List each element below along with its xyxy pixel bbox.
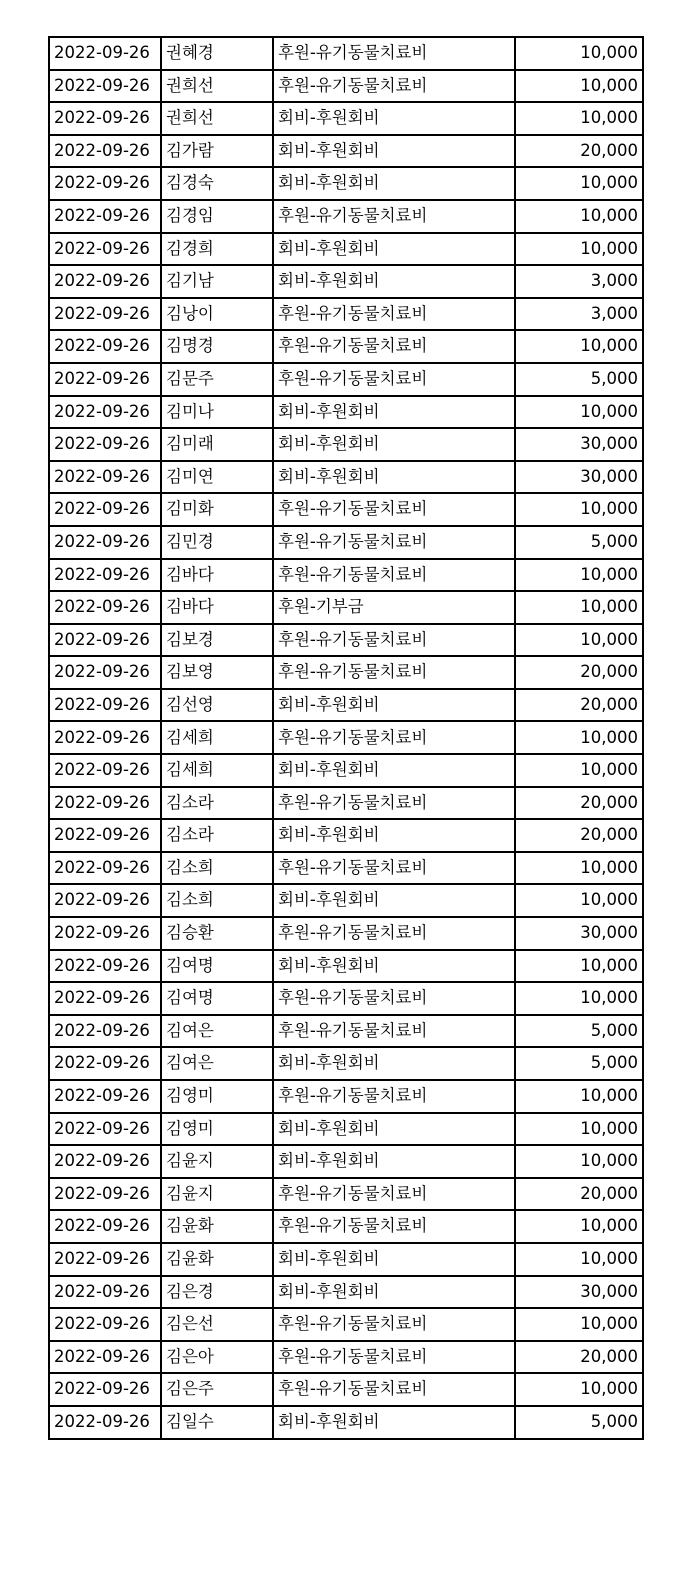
- name-cell: 김기남: [161, 265, 273, 298]
- category-cell: 후원-유기동물치료비: [273, 787, 515, 820]
- name-cell: 김은경: [161, 1276, 273, 1309]
- ledger-body: [49, 37, 643, 1439]
- amount-cell: 5,000: [515, 1015, 643, 1048]
- date-cell: 2022-09-26: [49, 689, 161, 722]
- category-cell: 회비-후원회비: [273, 1145, 515, 1178]
- name-cell: 김바다: [161, 559, 273, 592]
- table-row: [49, 396, 643, 429]
- name-cell: 권혜경: [161, 37, 273, 70]
- category-cell: 후원-유기동물치료비: [273, 330, 515, 363]
- table-row: [49, 754, 643, 787]
- date-cell: 2022-09-26: [49, 1243, 161, 1276]
- table-row: [49, 1243, 643, 1276]
- name-cell: 김여은: [161, 1015, 273, 1048]
- amount-cell: 10,000: [515, 950, 643, 983]
- table-row: [49, 493, 643, 526]
- date-cell: 2022-09-26: [49, 233, 161, 266]
- amount-cell: 10,000: [515, 754, 643, 787]
- amount-cell: 10,000: [515, 982, 643, 1015]
- category-cell: 후원-유기동물치료비: [273, 526, 515, 559]
- table-row: [49, 689, 643, 722]
- name-cell: 권희선: [161, 70, 273, 103]
- name-cell: 김경숙: [161, 167, 273, 200]
- name-cell: 김영미: [161, 1113, 273, 1146]
- amount-cell: 5,000: [515, 526, 643, 559]
- date-cell: 2022-09-26: [49, 70, 161, 103]
- amount-cell: 10,000: [515, 493, 643, 526]
- table-row: [49, 1145, 643, 1178]
- amount-cell: 30,000: [515, 461, 643, 494]
- name-cell: 김승환: [161, 917, 273, 950]
- table-row: [49, 135, 643, 168]
- table-row: [49, 917, 643, 950]
- table-row: [49, 591, 643, 624]
- category-cell: 후원-유기동물치료비: [273, 37, 515, 70]
- amount-cell: 10,000: [515, 1145, 643, 1178]
- category-cell: 후원-유기동물치료비: [273, 656, 515, 689]
- amount-cell: 10,000: [515, 37, 643, 70]
- category-cell: 회비-후원회비: [273, 167, 515, 200]
- name-cell: 김윤지: [161, 1145, 273, 1178]
- table-row: [49, 428, 643, 461]
- amount-cell: 10,000: [515, 1373, 643, 1406]
- category-cell: 회비-후원회비: [273, 233, 515, 266]
- name-cell: 김경임: [161, 200, 273, 233]
- name-cell: 김문주: [161, 363, 273, 396]
- date-cell: 2022-09-26: [49, 167, 161, 200]
- table-row: [49, 1308, 643, 1341]
- name-cell: 김가람: [161, 135, 273, 168]
- amount-cell: 10,000: [515, 1113, 643, 1146]
- date-cell: 2022-09-26: [49, 1080, 161, 1113]
- date-cell: 2022-09-26: [49, 526, 161, 559]
- amount-cell: 30,000: [515, 917, 643, 950]
- date-cell: 2022-09-26: [49, 396, 161, 429]
- date-cell: 2022-09-26: [49, 493, 161, 526]
- date-cell: 2022-09-26: [49, 787, 161, 820]
- amount-cell: 3,000: [515, 298, 643, 331]
- category-cell: 회비-후원회비: [273, 102, 515, 135]
- table-row: [49, 884, 643, 917]
- table-row: [49, 1406, 643, 1439]
- table-row: [49, 982, 643, 1015]
- date-cell: 2022-09-26: [49, 135, 161, 168]
- amount-cell: 10,000: [515, 1080, 643, 1113]
- table-row: [49, 852, 643, 885]
- category-cell: 후원-유기동물치료비: [273, 1015, 515, 1048]
- amount-cell: 30,000: [515, 1276, 643, 1309]
- amount-cell: 5,000: [515, 1406, 643, 1439]
- category-cell: 후원-유기동물치료비: [273, 298, 515, 331]
- date-cell: 2022-09-26: [49, 950, 161, 983]
- name-cell: 김윤화: [161, 1243, 273, 1276]
- amount-cell: 3,000: [515, 265, 643, 298]
- table-row: [49, 624, 643, 657]
- date-cell: 2022-09-26: [49, 1308, 161, 1341]
- amount-cell: 30,000: [515, 428, 643, 461]
- amount-cell: 5,000: [515, 363, 643, 396]
- category-cell: 회비-후원회비: [273, 950, 515, 983]
- date-cell: 2022-09-26: [49, 656, 161, 689]
- category-cell: 회비-후원회비: [273, 396, 515, 429]
- category-cell: 후원-유기동물치료비: [273, 70, 515, 103]
- table-row: [49, 37, 643, 70]
- name-cell: 김경희: [161, 233, 273, 266]
- date-cell: 2022-09-26: [49, 461, 161, 494]
- name-cell: 김윤지: [161, 1178, 273, 1211]
- amount-cell: 20,000: [515, 1341, 643, 1374]
- category-cell: 후원-유기동물치료비: [273, 1373, 515, 1406]
- date-cell: 2022-09-26: [49, 1145, 161, 1178]
- name-cell: 김미화: [161, 493, 273, 526]
- category-cell: 후원-기부금: [273, 591, 515, 624]
- name-cell: 김보경: [161, 624, 273, 657]
- table-row: [49, 167, 643, 200]
- table-row: [49, 298, 643, 331]
- category-cell: 회비-후원회비: [273, 1243, 515, 1276]
- name-cell: 김세희: [161, 754, 273, 787]
- donation-ledger-table: [48, 36, 644, 1440]
- table-row: [49, 1341, 643, 1374]
- amount-cell: 10,000: [515, 330, 643, 363]
- name-cell: 김미나: [161, 396, 273, 429]
- category-cell: 회비-후원회비: [273, 1047, 515, 1080]
- category-cell: 후원-유기동물치료비: [273, 1080, 515, 1113]
- amount-cell: 20,000: [515, 689, 643, 722]
- amount-cell: 20,000: [515, 787, 643, 820]
- date-cell: 2022-09-26: [49, 1406, 161, 1439]
- name-cell: 김윤화: [161, 1210, 273, 1243]
- category-cell: 회비-후원회비: [273, 754, 515, 787]
- date-cell: 2022-09-26: [49, 37, 161, 70]
- category-cell: 후원-유기동물치료비: [273, 852, 515, 885]
- category-cell: 회비-후원회비: [273, 135, 515, 168]
- category-cell: 회비-후원회비: [273, 819, 515, 852]
- date-cell: 2022-09-26: [49, 1341, 161, 1374]
- table-row: [49, 70, 643, 103]
- date-cell: 2022-09-26: [49, 363, 161, 396]
- table-row: [49, 559, 643, 592]
- date-cell: 2022-09-26: [49, 1178, 161, 1211]
- amount-cell: 10,000: [515, 559, 643, 592]
- amount-cell: 10,000: [515, 70, 643, 103]
- amount-cell: 10,000: [515, 102, 643, 135]
- category-cell: 회비-후원회비: [273, 1276, 515, 1309]
- name-cell: 김미연: [161, 461, 273, 494]
- name-cell: 김여명: [161, 950, 273, 983]
- table-row: [49, 461, 643, 494]
- name-cell: 김보영: [161, 656, 273, 689]
- amount-cell: 5,000: [515, 1047, 643, 1080]
- category-cell: 후원-유기동물치료비: [273, 559, 515, 592]
- category-cell: 후원-유기동물치료비: [273, 363, 515, 396]
- category-cell: 후원-유기동물치료비: [273, 1210, 515, 1243]
- category-cell: 후원-유기동물치료비: [273, 1308, 515, 1341]
- table-row: [49, 1047, 643, 1080]
- category-cell: 후원-유기동물치료비: [273, 1178, 515, 1211]
- amount-cell: 10,000: [515, 624, 643, 657]
- date-cell: 2022-09-26: [49, 591, 161, 624]
- category-cell: 회비-후원회비: [273, 884, 515, 917]
- category-cell: 회비-후원회비: [273, 1113, 515, 1146]
- date-cell: 2022-09-26: [49, 1276, 161, 1309]
- category-cell: 회비-후원회비: [273, 461, 515, 494]
- date-cell: 2022-09-26: [49, 102, 161, 135]
- table-row: [49, 1080, 643, 1113]
- amount-cell: 20,000: [515, 656, 643, 689]
- amount-cell: 10,000: [515, 1308, 643, 1341]
- amount-cell: 20,000: [515, 1178, 643, 1211]
- category-cell: 후원-유기동물치료비: [273, 1341, 515, 1374]
- name-cell: 김은선: [161, 1308, 273, 1341]
- table-row: [49, 363, 643, 396]
- date-cell: 2022-09-26: [49, 721, 161, 754]
- table-row: [49, 950, 643, 983]
- amount-cell: 10,000: [515, 852, 643, 885]
- category-cell: 후원-유기동물치료비: [273, 917, 515, 950]
- name-cell: 김여은: [161, 1047, 273, 1080]
- table-row: [49, 819, 643, 852]
- name-cell: 김소라: [161, 787, 273, 820]
- amount-cell: 10,000: [515, 1243, 643, 1276]
- category-cell: 회비-후원회비: [273, 265, 515, 298]
- category-cell: 후원-유기동물치료비: [273, 493, 515, 526]
- name-cell: 김일수: [161, 1406, 273, 1439]
- date-cell: 2022-09-26: [49, 265, 161, 298]
- category-cell: 후원-유기동물치료비: [273, 624, 515, 657]
- name-cell: 김은주: [161, 1373, 273, 1406]
- date-cell: 2022-09-26: [49, 1015, 161, 1048]
- table-row: [49, 721, 643, 754]
- name-cell: 김소희: [161, 852, 273, 885]
- category-cell: 회비-후원회비: [273, 428, 515, 461]
- table-row: [49, 200, 643, 233]
- date-cell: 2022-09-26: [49, 917, 161, 950]
- date-cell: 2022-09-26: [49, 559, 161, 592]
- category-cell: 회비-후원회비: [273, 1406, 515, 1439]
- table-row: [49, 330, 643, 363]
- table-row: [49, 1178, 643, 1211]
- amount-cell: 10,000: [515, 884, 643, 917]
- name-cell: 김세희: [161, 721, 273, 754]
- date-cell: 2022-09-26: [49, 1210, 161, 1243]
- table-row: [49, 1276, 643, 1309]
- table-row: [49, 1210, 643, 1243]
- name-cell: 김미래: [161, 428, 273, 461]
- table-row: [49, 656, 643, 689]
- name-cell: 김낭이: [161, 298, 273, 331]
- date-cell: 2022-09-26: [49, 884, 161, 917]
- name-cell: 김선영: [161, 689, 273, 722]
- date-cell: 2022-09-26: [49, 1373, 161, 1406]
- name-cell: 김여명: [161, 982, 273, 1015]
- amount-cell: 10,000: [515, 396, 643, 429]
- amount-cell: 20,000: [515, 135, 643, 168]
- name-cell: 김민경: [161, 526, 273, 559]
- date-cell: 2022-09-26: [49, 982, 161, 1015]
- date-cell: 2022-09-26: [49, 298, 161, 331]
- table-row: [49, 265, 643, 298]
- date-cell: 2022-09-26: [49, 624, 161, 657]
- name-cell: 김바다: [161, 591, 273, 624]
- amount-cell: 10,000: [515, 591, 643, 624]
- name-cell: 김소라: [161, 819, 273, 852]
- amount-cell: 10,000: [515, 721, 643, 754]
- amount-cell: 10,000: [515, 1210, 643, 1243]
- date-cell: 2022-09-26: [49, 1113, 161, 1146]
- category-cell: 회비-후원회비: [273, 689, 515, 722]
- name-cell: 김영미: [161, 1080, 273, 1113]
- table-row: [49, 102, 643, 135]
- table-row: [49, 526, 643, 559]
- table-row: [49, 1373, 643, 1406]
- date-cell: 2022-09-26: [49, 428, 161, 461]
- name-cell: 김은아: [161, 1341, 273, 1374]
- category-cell: 후원-유기동물치료비: [273, 200, 515, 233]
- date-cell: 2022-09-26: [49, 819, 161, 852]
- table-row: [49, 787, 643, 820]
- amount-cell: 10,000: [515, 200, 643, 233]
- name-cell: 김명경: [161, 330, 273, 363]
- category-cell: 후원-유기동물치료비: [273, 721, 515, 754]
- amount-cell: 10,000: [515, 233, 643, 266]
- date-cell: 2022-09-26: [49, 754, 161, 787]
- date-cell: 2022-09-26: [49, 200, 161, 233]
- table-row: [49, 1015, 643, 1048]
- date-cell: 2022-09-26: [49, 330, 161, 363]
- date-cell: 2022-09-26: [49, 852, 161, 885]
- category-cell: 후원-유기동물치료비: [273, 982, 515, 1015]
- table-row: [49, 233, 643, 266]
- amount-cell: 20,000: [515, 819, 643, 852]
- date-cell: 2022-09-26: [49, 1047, 161, 1080]
- name-cell: 권희선: [161, 102, 273, 135]
- table-row: [49, 1113, 643, 1146]
- amount-cell: 10,000: [515, 167, 643, 200]
- name-cell: 김소희: [161, 884, 273, 917]
